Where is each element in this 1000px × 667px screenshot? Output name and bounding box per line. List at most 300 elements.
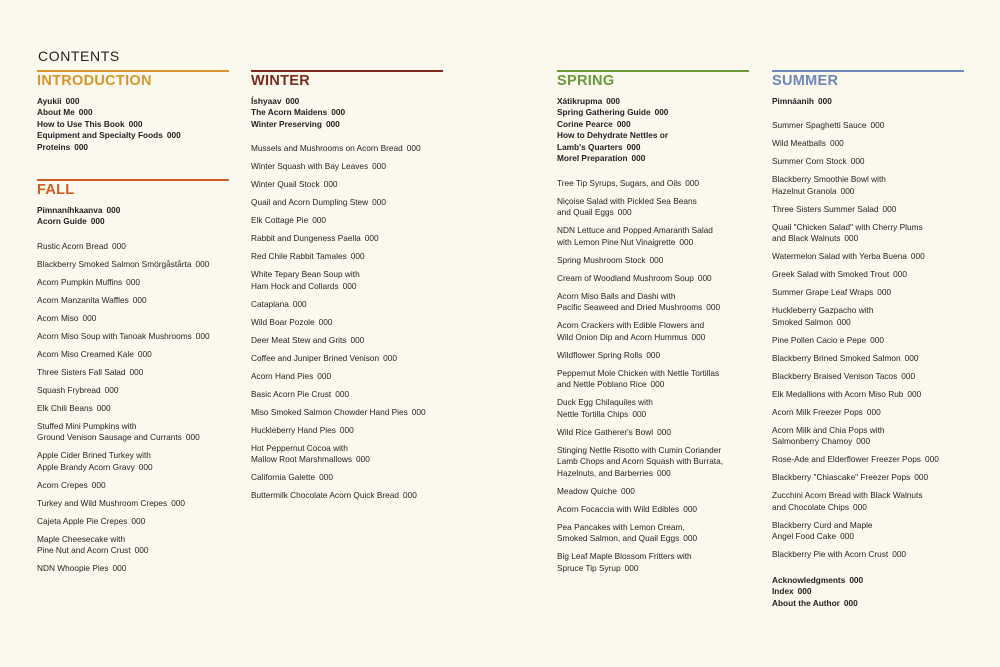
entry-title: Summer Spaghetti Sauce — [772, 120, 867, 130]
toc-entry-bold[interactable] — [37, 130, 229, 142]
entry-line — [37, 534, 229, 546]
page-number: 000 — [870, 334, 884, 345]
toc-entry-bold[interactable] — [557, 130, 749, 153]
entry-line — [772, 531, 964, 543]
toc-entry[interactable] — [37, 480, 229, 492]
page-number: 000 — [91, 479, 106, 490]
section-rule — [772, 70, 964, 72]
entry-line — [772, 251, 964, 263]
entry-line — [37, 516, 229, 528]
toc-entry[interactable] — [557, 504, 749, 516]
entry-line — [557, 237, 749, 249]
toc-entry-bold[interactable] — [772, 586, 964, 598]
entry-title: Maple Cheesecake with — [37, 533, 126, 544]
toc-entry[interactable] — [772, 174, 964, 197]
toc-entry-bold[interactable] — [772, 575, 964, 587]
toc-entry-bold[interactable] — [772, 598, 964, 610]
page-number: 000 — [817, 95, 832, 106]
entry-line — [772, 186, 964, 198]
toc-entry-bold[interactable] — [37, 216, 229, 228]
toc-entry[interactable] — [251, 161, 443, 173]
entry-line — [772, 174, 964, 186]
recipe-entries — [251, 143, 443, 502]
section-heading[interactable]: INTRODUCTION — [37, 72, 152, 89]
column-summer — [772, 70, 964, 609]
page-number: 000 — [383, 352, 397, 363]
toc-entry[interactable] — [772, 425, 964, 448]
entry-line — [37, 130, 229, 142]
toc-entry[interactable] — [772, 222, 964, 245]
entry-line — [251, 281, 443, 293]
entry-line — [772, 502, 964, 514]
entry-title: Blackberry Brined Smoked Salmon — [772, 352, 901, 363]
entry-line — [251, 269, 443, 281]
toc-entry[interactable] — [557, 255, 749, 267]
entry-line — [772, 598, 964, 610]
page-number: 000 — [849, 574, 864, 585]
page-number: 000 — [654, 107, 669, 117]
toc-entry[interactable] — [251, 269, 443, 292]
toc-entry[interactable] — [37, 259, 229, 271]
entry-title: Duck Egg Chilaquiles with — [557, 397, 653, 407]
entry-line — [251, 215, 443, 227]
entry-title: Mussels and Mushrooms on Acorn Bread — [251, 143, 403, 153]
column-winter — [251, 70, 443, 508]
entry-title: Tree Tip Syrups, Sugars, and Oils — [557, 177, 682, 188]
entry-line — [251, 197, 443, 209]
entry-line — [557, 255, 749, 267]
entry-line — [37, 331, 229, 343]
page-number: 000 — [331, 107, 346, 117]
entry-line — [557, 563, 749, 575]
entry-title: Acorn Crepes — [37, 479, 88, 490]
entry-title: Winter Quail Stock — [251, 179, 320, 189]
column-intro-fall — [37, 70, 229, 581]
page-number: 000 — [96, 402, 111, 413]
section-heading[interactable]: SUMMER — [772, 72, 839, 89]
entry-title: Acorn Miso Soup with Tanoak Mushrooms — [37, 330, 192, 341]
toc-entry[interactable] — [251, 143, 443, 155]
entry-line — [251, 233, 443, 245]
entry-title: Ham Hock and Collards — [251, 280, 339, 291]
entry-line — [251, 96, 443, 108]
entry-line — [772, 425, 964, 437]
entry-title: Xátikrupma — [557, 95, 603, 106]
toc-entry[interactable] — [557, 178, 749, 190]
entry-title: Greek Salad with Smoked Trout — [772, 269, 890, 279]
toc-entry[interactable] — [772, 287, 964, 299]
page-number: 000 — [910, 251, 925, 261]
page-number: 000 — [74, 141, 89, 152]
entry-title: Blackberry "Chiascake" Freezer Pops — [772, 472, 911, 482]
entry-line — [37, 216, 229, 228]
entry-title: Huckleberry Gazpacho with — [772, 305, 874, 315]
page-number: 000 — [877, 287, 892, 297]
page-number: 000 — [317, 370, 332, 381]
toc-entry[interactable] — [772, 138, 964, 150]
section-rule — [37, 179, 229, 181]
entry-line — [772, 454, 964, 466]
toc-entry[interactable] — [772, 120, 964, 132]
page-number: 000 — [683, 503, 698, 514]
toc-entry[interactable] — [37, 241, 229, 253]
entry-title: Hazelnut Granola — [772, 185, 837, 196]
page-number: 000 — [914, 472, 929, 482]
entry-title: Pine Nut and Acorn Crust — [37, 545, 131, 555]
entry-line — [557, 320, 749, 332]
entry-line — [251, 179, 443, 191]
page-number: 000 — [78, 107, 93, 117]
toc-entry[interactable] — [557, 486, 749, 498]
entry-line — [251, 472, 443, 484]
entry-title: Acorn Guide — [37, 216, 87, 226]
entry-line — [37, 462, 229, 474]
entry-line — [772, 472, 964, 484]
toc-entry-bold[interactable] — [557, 107, 749, 119]
page-number: 000 — [128, 118, 143, 129]
toc-entry[interactable] — [557, 551, 749, 574]
entry-line — [37, 480, 229, 492]
toc-entry[interactable] — [37, 349, 229, 361]
entry-title: Spring Gathering Guide — [557, 107, 651, 117]
toc-entry[interactable] — [251, 251, 443, 263]
page-number: 000 — [840, 531, 854, 541]
page-number: 000 — [924, 454, 939, 464]
page-number: 000 — [657, 426, 671, 437]
section-spring — [557, 70, 749, 574]
page-number: 000 — [685, 177, 700, 188]
toc-entry-bold[interactable] — [557, 119, 749, 131]
section-summer — [772, 70, 964, 609]
entry-title: Acorn Manzanita Waffles — [37, 294, 129, 305]
toc-entry[interactable] — [37, 295, 229, 307]
entry-line — [557, 427, 749, 439]
entry-title: Wild Meatballs — [772, 138, 826, 148]
entry-title: Blackberry Smoked Salmon Smörgåstårta — [37, 258, 192, 269]
entry-line — [557, 130, 749, 142]
toc-entry[interactable] — [772, 353, 964, 365]
entry-title: Hot Peppernut Cocoa with — [251, 442, 348, 453]
entry-line — [772, 520, 964, 532]
section-winter — [251, 70, 443, 502]
page-number: 000 — [342, 280, 357, 291]
page-number: 000 — [617, 207, 632, 217]
toc-entry[interactable] — [37, 313, 229, 325]
toc-entry-bold[interactable] — [251, 107, 443, 119]
toc-entry-bold[interactable] — [772, 96, 964, 108]
page-number: 000 — [129, 366, 144, 377]
entry-line — [772, 575, 964, 587]
page-number: 000 — [195, 258, 210, 269]
toc-entry-bold[interactable] — [37, 107, 229, 119]
toc-entry[interactable] — [251, 353, 443, 365]
entry-title: Index — [772, 586, 794, 596]
entry-line — [557, 119, 749, 131]
entry-line — [772, 233, 964, 245]
toc-entry[interactable] — [772, 269, 964, 281]
entry-title: Stuffed Mini Pumpkins with — [37, 420, 137, 431]
toc-entry[interactable] — [557, 291, 749, 314]
toc-entry[interactable] — [557, 445, 749, 480]
entry-line — [251, 299, 443, 311]
toc-entry[interactable] — [251, 472, 443, 484]
toc-entry[interactable] — [557, 273, 749, 285]
entry-line — [557, 96, 749, 108]
entry-line — [251, 161, 443, 173]
entry-line — [251, 490, 443, 502]
toc-entry[interactable] — [772, 549, 964, 561]
page-number: 000 — [853, 501, 867, 512]
toc-entry[interactable] — [37, 367, 229, 379]
toc-entry-bold[interactable] — [251, 96, 443, 108]
entry-line — [772, 269, 964, 281]
recipe-entries — [37, 241, 229, 575]
recipe-entries — [772, 120, 964, 561]
toc-entry[interactable] — [251, 335, 443, 347]
entry-line — [37, 277, 229, 289]
page-number: 000 — [106, 204, 121, 215]
page-number: 000 — [335, 388, 350, 399]
entry-title: Spruce Tip Syrup — [557, 562, 621, 573]
entry-title: Winter Preserving — [251, 118, 322, 129]
entry-title: Íshyaav — [251, 95, 282, 106]
toc-entry[interactable] — [251, 299, 443, 311]
entry-title: Morel Preparation — [557, 153, 628, 163]
toc-entry[interactable] — [37, 563, 229, 575]
entry-line — [557, 291, 749, 303]
entry-title: Elk Cottage Pie — [251, 215, 309, 225]
entry-title: Three Sisters Summer Salad — [772, 203, 879, 214]
entry-title: Zucchini Acorn Bread with Black Walnuts — [772, 490, 923, 500]
section-introduction — [37, 70, 229, 153]
entry-title: Corine Pearce — [557, 118, 613, 129]
toc-entry[interactable] — [557, 225, 749, 248]
entry-title: How to Dehydrate Nettles or — [557, 130, 669, 140]
toc-entry-bold[interactable] — [557, 96, 749, 108]
toc-entry[interactable] — [557, 350, 749, 362]
entry-line — [37, 259, 229, 271]
entry-line — [37, 421, 229, 433]
entry-line — [557, 468, 749, 480]
page-number: 000 — [836, 316, 851, 327]
page-number: 000 — [632, 408, 647, 419]
entry-line — [251, 317, 443, 329]
entry-line — [557, 379, 749, 391]
entry-line — [772, 353, 964, 365]
entry-line — [772, 389, 964, 401]
toc-entry[interactable] — [772, 305, 964, 328]
entry-title: Wild Onion Dip and Acorn Hummus — [557, 331, 688, 342]
entry-line — [37, 432, 229, 444]
page-number: 000 — [844, 233, 859, 243]
page-number: 000 — [697, 272, 712, 283]
entry-title: Elk Chili Beans — [37, 402, 93, 413]
entry-line — [251, 425, 443, 437]
entry-line — [37, 450, 229, 462]
toc-entry[interactable] — [772, 156, 964, 168]
toc-entry[interactable] — [37, 421, 229, 444]
toc-entry[interactable] — [772, 251, 964, 263]
entry-title: Ayukii — [37, 95, 62, 106]
toc-entry[interactable] — [251, 179, 443, 191]
page-number: 000 — [856, 436, 871, 446]
entry-title: Blackberry Pie with Acorn Crust — [772, 549, 889, 559]
entry-line — [557, 196, 749, 208]
toc-entry[interactable] — [557, 196, 749, 219]
entry-title: Acorn Crackers with Edible Flowers and — [557, 320, 705, 330]
entry-title: Blackberry Curd and Maple — [772, 519, 873, 530]
bold-entries — [772, 96, 964, 108]
toc-entry-bold[interactable] — [37, 205, 229, 217]
entry-title: Coffee and Juniper Brined Venison — [251, 352, 380, 363]
toc-entry[interactable] — [557, 368, 749, 391]
page-number: 000 — [325, 118, 340, 129]
toc-entry[interactable] — [37, 331, 229, 343]
page-number: 000 — [901, 370, 916, 381]
entry-title: Spring Mushroom Stock — [557, 254, 646, 265]
toc-entry[interactable] — [251, 490, 443, 502]
entry-line — [37, 96, 229, 108]
entry-line — [557, 445, 749, 457]
section-fall — [37, 179, 229, 575]
entry-line — [251, 407, 443, 419]
entry-line — [772, 549, 964, 561]
entry-line — [772, 305, 964, 317]
entry-title: Elk Medallions with Acorn Miso Rub — [772, 388, 904, 399]
toc-entry[interactable] — [251, 197, 443, 209]
entry-line — [37, 385, 229, 397]
page-number: 000 — [364, 233, 379, 243]
section-heading[interactable]: SPRING — [557, 72, 615, 89]
toc-entry[interactable] — [772, 520, 964, 543]
toc-entry[interactable] — [37, 516, 229, 528]
toc-entry[interactable] — [37, 277, 229, 289]
toc-entry[interactable] — [37, 498, 229, 510]
page-number: 000 — [350, 334, 365, 345]
page-number: 000 — [626, 141, 641, 152]
toc-entry[interactable] — [251, 425, 443, 437]
entry-title: Wildflower Spring Rolls — [557, 349, 643, 360]
entry-title: Acorn Miso Balls and Dashi with — [557, 290, 676, 301]
entry-line — [557, 397, 749, 409]
toc-entry[interactable] — [251, 317, 443, 329]
entry-line — [37, 498, 229, 510]
entry-line — [37, 205, 229, 217]
toc-entry[interactable] — [557, 427, 749, 439]
section-heading[interactable]: WINTER — [251, 72, 310, 89]
entry-line — [37, 349, 229, 361]
bold-entries — [251, 96, 443, 131]
page-number: 000 — [104, 384, 119, 395]
toc-entry-bold[interactable] — [37, 96, 229, 108]
toc-entry[interactable] — [772, 204, 964, 216]
toc-entry[interactable] — [557, 522, 749, 545]
toc-entry[interactable] — [37, 385, 229, 397]
toc-entry[interactable] — [772, 490, 964, 513]
toc-entry[interactable] — [772, 335, 964, 347]
contents-title: CONTENTS — [38, 48, 120, 64]
toc-entry[interactable] — [251, 407, 443, 419]
page-number: 000 — [131, 515, 146, 526]
bold-entries — [37, 96, 229, 154]
section-heading[interactable]: FALL — [37, 181, 75, 198]
page-number: 000 — [706, 302, 721, 312]
toc-entry[interactable] — [251, 215, 443, 227]
recipe-entries — [557, 178, 749, 575]
entry-line — [772, 138, 964, 150]
entry-title: Apple Brandy Acorn Gravy — [37, 461, 135, 472]
entry-line — [557, 302, 749, 314]
toc-entry[interactable] — [251, 443, 443, 466]
entry-line — [251, 251, 443, 263]
toc-entry[interactable] — [37, 403, 229, 415]
bold-entries — [557, 96, 749, 165]
entry-line — [37, 107, 229, 119]
entry-title: NDN Lettuce and Popped Amaranth Salad — [557, 225, 713, 235]
toc-entry-bold[interactable] — [37, 119, 229, 131]
page-number: 000 — [372, 161, 386, 171]
entry-title: Summer Corn Stock — [772, 156, 847, 166]
entry-title: Deer Meat Stew and Grits — [251, 334, 347, 345]
page-number: 000 — [649, 254, 664, 265]
toc-entry[interactable] — [557, 397, 749, 420]
entry-line — [37, 563, 229, 575]
toc-entry[interactable] — [251, 233, 443, 245]
entry-title: Winter Squash with Bay Leaves — [251, 161, 369, 171]
toc-entry[interactable] — [772, 389, 964, 401]
toc-entry[interactable] — [251, 389, 443, 401]
toc-entry[interactable] — [37, 534, 229, 557]
page-number: 000 — [195, 330, 210, 341]
toc-entry[interactable] — [772, 371, 964, 383]
entry-line — [772, 335, 964, 347]
entry-line — [557, 273, 749, 285]
page-number: 000 — [65, 95, 80, 106]
entry-title: Nettle Tortilla Chips — [557, 408, 629, 419]
page-number: 000 — [624, 562, 639, 573]
toc-entry[interactable] — [557, 320, 749, 343]
entry-title: Wild Rice Gatherer's Bowl — [557, 426, 654, 437]
entry-title: Rabbit and Dungeness Paella — [251, 233, 361, 243]
toc-entry[interactable] — [251, 371, 443, 383]
entry-title: Meadow Quiche — [557, 485, 617, 496]
page-number: 000 — [892, 549, 907, 559]
entry-title: Peppernut Mole Chicken with Nettle Tortillas — [557, 367, 720, 378]
back-matter-entries — [772, 575, 964, 610]
page-number: 000 — [866, 406, 881, 417]
toc-entry-bold[interactable] — [37, 142, 229, 154]
page-number: 000 — [411, 406, 426, 417]
toc-entry[interactable] — [772, 472, 964, 484]
entry-line — [557, 153, 749, 165]
entry-title: Pimnaníhkaanva — [37, 204, 103, 215]
entry-line — [557, 350, 749, 362]
page-number: 000 — [606, 95, 621, 106]
entry-line — [37, 403, 229, 415]
entry-title: Acorn Hand Pies — [251, 370, 314, 381]
toc-entry[interactable] — [37, 450, 229, 473]
toc-entry[interactable] — [772, 454, 964, 466]
entry-title: Cajeta Apple Pie Crepes — [37, 515, 128, 526]
toc-entry-bold[interactable] — [251, 119, 443, 131]
toc-entry-bold[interactable] — [557, 153, 749, 165]
entry-title: Quail "Chicken Salad" with Cherry Plums — [772, 221, 923, 232]
toc-entry[interactable] — [772, 407, 964, 419]
entry-title: Red Chile Rabbit Tamales — [251, 251, 347, 261]
page-number: 000 — [631, 153, 646, 163]
entry-title: Angel Food Cake — [772, 531, 837, 541]
entry-line — [37, 241, 229, 253]
